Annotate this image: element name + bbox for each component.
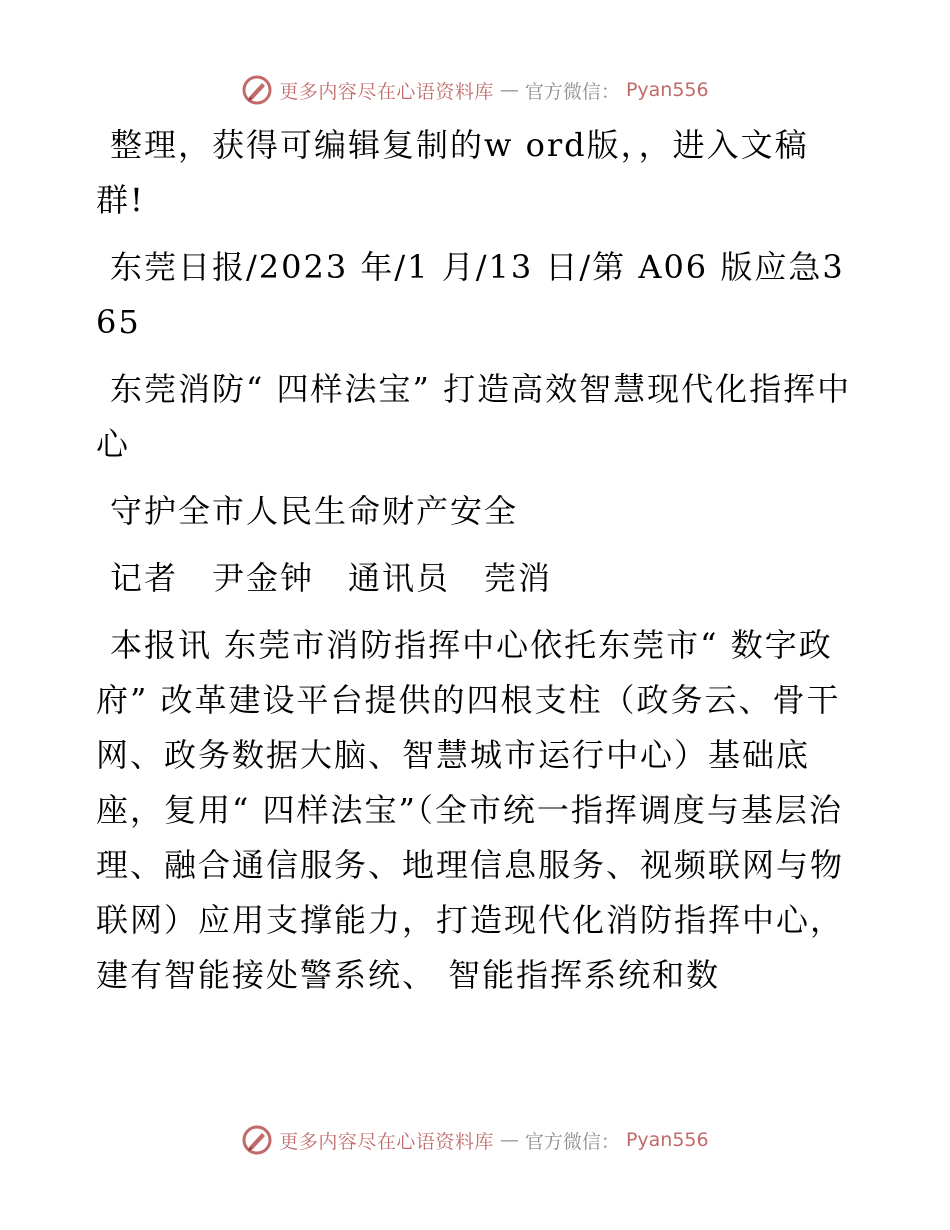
watermark-label: 官方微信： xyxy=(524,80,620,103)
paragraph-subheadline: 守护全市人民生命财产安全 xyxy=(110,492,519,530)
pen-logo-icon xyxy=(241,1124,273,1156)
watermark-main-text: 更多内容尽在心语资料库 xyxy=(279,1130,494,1153)
watermark-main-text: 更多内容尽在心语资料库 xyxy=(279,80,494,103)
pen-logo-icon xyxy=(241,74,273,106)
watermark-id: Pyan556 xyxy=(625,79,709,101)
header-watermark xyxy=(0,70,950,110)
paragraph-headline: 东莞消防“ 四样法宝” 打造高效智慧现代化指挥中心 xyxy=(96,370,852,463)
watermark-label: 官方微信： xyxy=(524,1130,620,1153)
footer-watermark xyxy=(0,1120,950,1160)
document-body xyxy=(96,118,856,1015)
watermark-dash: — xyxy=(499,79,519,101)
paragraph-body: 本报讯 东莞市消防指挥中心依托东莞市“ 数字政府” 改革建设平台提供的四根支柱（政务云、骨干网、政务数据大脑、智慧城市运行中心）基础底座，复用“ 四样法宝”（全市统一指挥调度与基层治理、融合通信服务、地理信息服务、视频联网与物联网）应用支撑能力，打造现代化消防指挥中心， 建有智能接处警系统、 智能指挥系统和数 xyxy=(96,626,845,994)
paragraph-source: 东莞日报/2023 年/1 月/13 日/第 A06 版应急365 xyxy=(96,248,845,341)
paragraph-byline: 记者 尹金钟 通讯员 莞消 xyxy=(110,559,553,597)
paragraph-intro: 整理，获得可编辑复制的w ord版，，进入文稿群! xyxy=(96,126,809,219)
watermark-id: Pyan556 xyxy=(625,1129,709,1151)
watermark-dash: — xyxy=(499,1129,519,1151)
